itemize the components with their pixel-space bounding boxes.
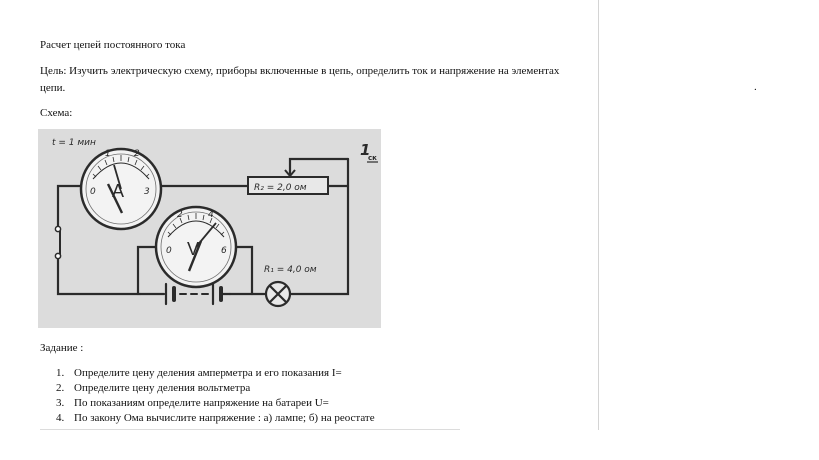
- voltmeter-scale-2: 2: [177, 210, 183, 220]
- task-item: [56, 381, 375, 396]
- ammeter-letter: A: [112, 181, 125, 201]
- resistor-label: R₁ = 4,0 ом: [264, 265, 317, 275]
- battery-icon: [140, 284, 230, 304]
- voltmeter-scale-0: 0: [166, 246, 172, 256]
- task-label: Задание :: [40, 342, 84, 354]
- wire-voltmeter-right: [236, 247, 252, 294]
- corner-sub-label: ск: [368, 154, 377, 162]
- schema-label: Схема:: [40, 107, 73, 119]
- switch-icon: [55, 226, 60, 258]
- task-text: По показаниям определите напряжение на батареи U=: [74, 397, 329, 409]
- voltmeter-letter: V: [187, 239, 200, 259]
- circuit-diagram-image: [38, 129, 381, 328]
- task-number: 2.: [56, 382, 65, 394]
- task-item: [56, 396, 375, 411]
- lamp-icon: [266, 282, 290, 306]
- voltmeter-icon: [156, 207, 236, 287]
- document-title: Расчет цепей постоянного тока: [40, 39, 186, 51]
- stray-mark: .: [754, 81, 757, 93]
- ammeter-scale-3: 3: [144, 187, 150, 197]
- task-list: [56, 366, 375, 426]
- task-text: По закону Ома вычислите напряжение : а) лампе; б) на реостате: [74, 412, 375, 424]
- ammeter-scale-2: 2: [134, 149, 140, 159]
- task-number: 3.: [56, 397, 65, 409]
- rheostat-icon: [248, 161, 328, 194]
- task-item: [56, 411, 375, 426]
- corner-label: 1: [360, 141, 371, 159]
- task-number: 4.: [56, 412, 65, 424]
- time-label: t = 1 мин: [52, 138, 96, 148]
- ammeter-scale-1: 1: [105, 149, 111, 159]
- wire-left-vertical: [58, 229, 140, 294]
- page-bottom-divider: [40, 429, 460, 430]
- voltmeter-scale-6: 6: [221, 246, 227, 256]
- wire-left-top: [58, 186, 83, 229]
- task-text: Определите цену деления амперметра и его показания I=: [74, 367, 342, 379]
- goal-paragraph: Цель: Изучить электрическую схему, приборы включенные в цепь, определить ток и напряжение на элементах цепи.: [40, 65, 560, 94]
- task-item: [56, 366, 375, 381]
- wire-voltmeter-left: [138, 247, 156, 294]
- task-number: 1.: [56, 367, 65, 379]
- rheostat-label: R₂ = 2,0 ом: [254, 183, 307, 193]
- ammeter-scale-0: 0: [90, 187, 96, 197]
- voltmeter-scale-4: 4: [208, 210, 214, 220]
- task-text: Определите цену деления вольтметра: [74, 382, 251, 394]
- ammeter-icon: [81, 149, 161, 229]
